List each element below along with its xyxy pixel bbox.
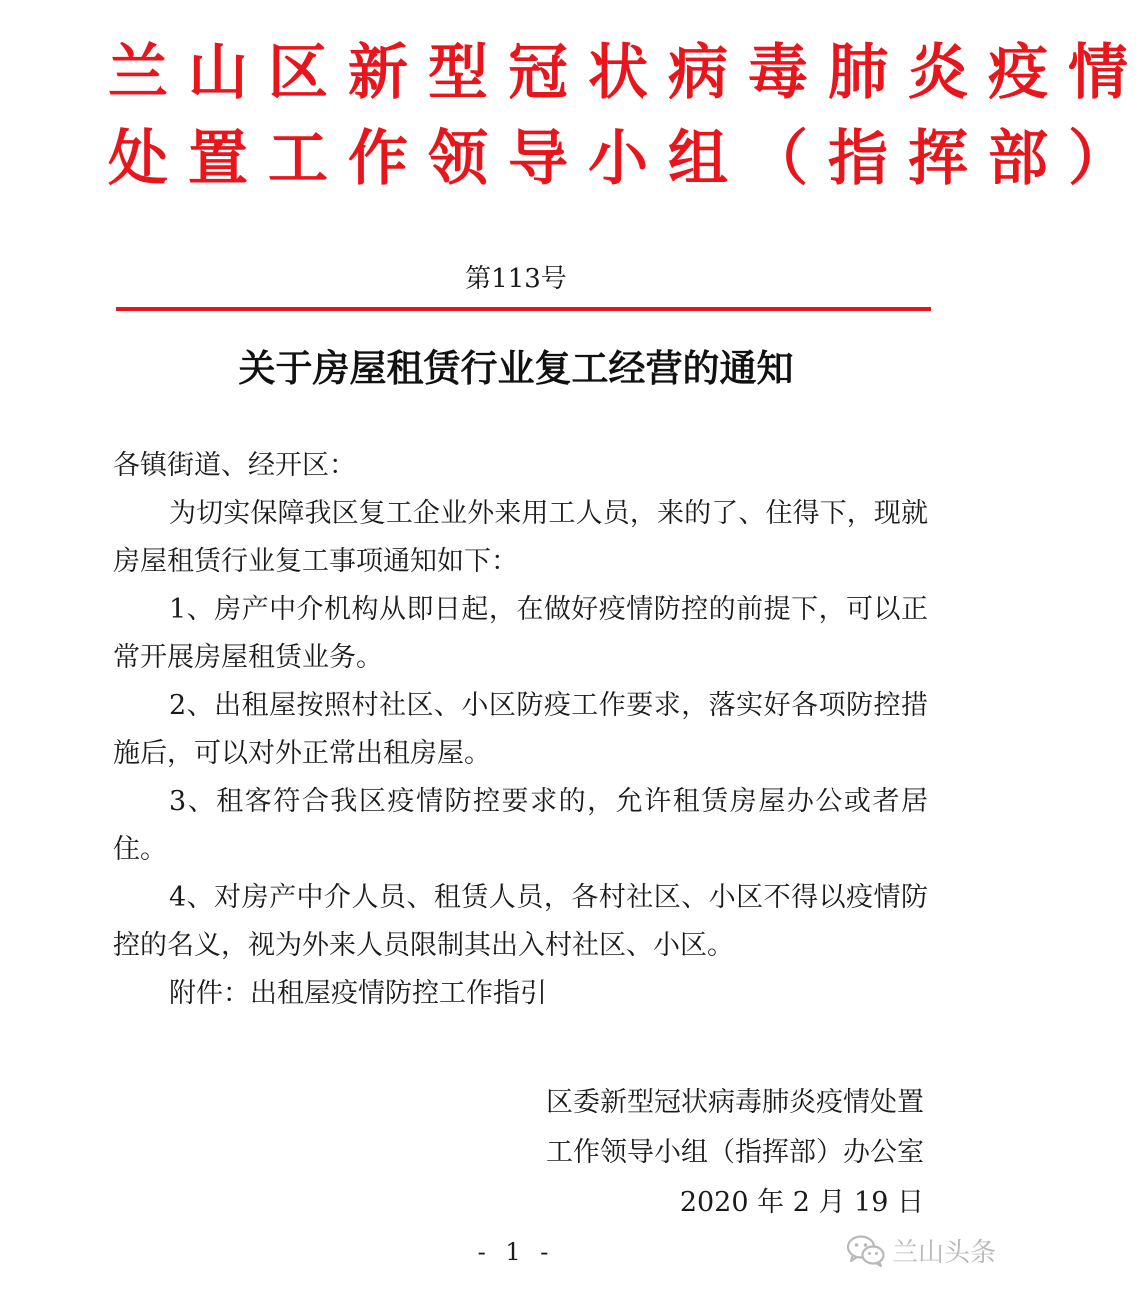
signature-block bbox=[546, 1078, 924, 1228]
attachment-line: 附件：出租屋疫情防控工作指引 bbox=[169, 978, 547, 1009]
red-divider bbox=[116, 307, 931, 311]
watermark bbox=[846, 1232, 996, 1269]
paragraph-item-3: 3、租客符合我区疫情防控要求的，允许租赁房屋办公或者居住。 bbox=[113, 786, 928, 865]
paragraph-item-4: 4、对房产中介人员、租赁人员，各村社区、小区不得以疫情防控的名义，视为外来人员限制其出入村社区、小区。 bbox=[113, 882, 928, 961]
header-line-2: 处置工作领导小组（指挥部） bbox=[108, 124, 1148, 194]
document-title: 关于房屋租赁行业复工经营的通知 bbox=[238, 347, 794, 390]
document-header bbox=[0, 30, 1148, 202]
header-line-1: 兰山区新型冠状病毒肺炎疫情 bbox=[108, 38, 1148, 108]
document-number: 第113号 bbox=[465, 264, 567, 294]
watermark-text: 兰山头条 bbox=[892, 1238, 997, 1268]
signature-line-2: 工作领导小组（指挥部）办公室 bbox=[546, 1137, 924, 1168]
wechat-icon bbox=[846, 1234, 886, 1268]
salutation: 各镇街道、经开区： bbox=[113, 450, 356, 481]
paragraph-item-2: 2、出租屋按照村社区、小区防疫工作要求，落实好各项防控措施后，可以对外正常出租房屋。 bbox=[113, 690, 928, 769]
paragraph-intro: 为切实保障我区复工企业外来用工人员，来的了、住得下，现就房屋租赁行业复工事项通知如下： bbox=[113, 498, 928, 577]
page-number: - 1 - bbox=[477, 1238, 555, 1266]
paragraph-item-1: 1、房产中介机构从即日起，在做好疫情防控的前提下，可以正常开展房屋租赁业务。 bbox=[113, 594, 928, 673]
document-body bbox=[113, 442, 928, 1018]
signature-date: 2020 年 2 月 19 日 bbox=[679, 1187, 924, 1218]
signature-line-1: 区委新型冠状病毒肺炎疫情处置 bbox=[546, 1087, 924, 1118]
